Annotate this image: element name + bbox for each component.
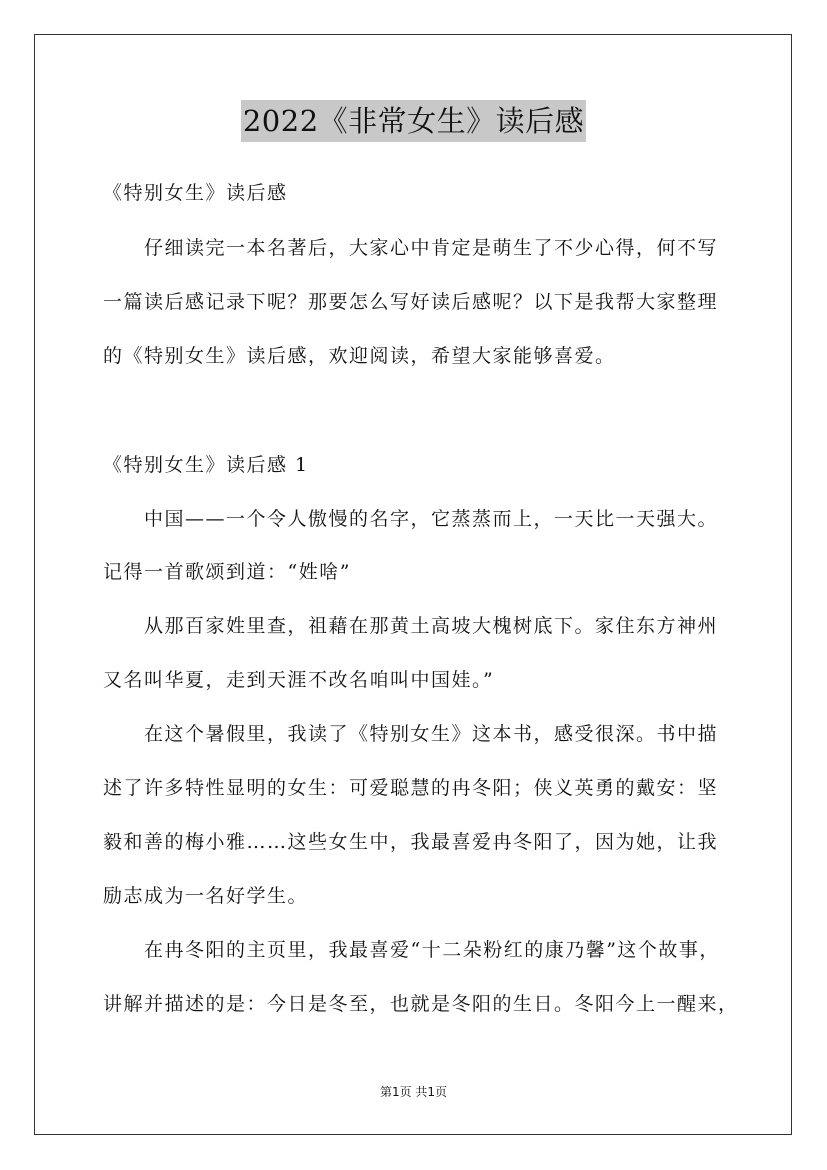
intro-line: 一篇读后感记录下呢？那要怎么写好读后感呢？以下是我帮大家整理 [103, 291, 719, 313]
document-title: 2022《非常女生》读后感 [241, 100, 586, 142]
body-line: 述了许多特性显明的女生：可爱聪慧的冉冬阳；侠义英勇的戴安：坚 [103, 777, 719, 799]
subtitle: 《特别女生》读后感 [103, 182, 288, 204]
body-line: 从那百家姓里查，祖藉在那黄土高坡大槐树底下。家住东方神州 [144, 615, 719, 637]
intro-line: 仔细读完一本名著后，大家心中肯定是萌生了不少心得，何不写 [144, 237, 719, 259]
body-line: 励志成为一名好学生。 [103, 885, 309, 907]
body-line: 又名叫华夏，走到天涯不改名咱叫中国娃。” [103, 669, 495, 691]
body-line: 记得一首歌颂到道：“姓啥” [103, 561, 351, 583]
title-container [0, 100, 827, 142]
body-line: 讲解并描述的是：今日是冬至，也就是冬阳的生日。冬阳今上一醒来， [103, 993, 739, 1015]
body-line: 在冉冬阳的主页里，我最喜爱“十二朵粉红的康乃馨”这个故事， [144, 939, 720, 961]
body-line: 毅和善的梅小雅……这些女生中，我最喜爱冉冬阳了，因为她，让我 [103, 831, 719, 853]
page-footer: 第1页 共1页 [379, 1085, 448, 1099]
section-heading: 《特别女生》读后感 1 [103, 454, 309, 476]
body-line: 在这个暑假里，我读了《特别女生》这本书，感受很深。书中描 [144, 723, 719, 745]
body-line: 中国——一个令人傲慢的名字，它蒸蒸而上，一天比一天强大。 [144, 508, 719, 530]
intro-line: 的《特别女生》读后感，欢迎阅读，希望大家能够喜爱。 [103, 345, 616, 367]
